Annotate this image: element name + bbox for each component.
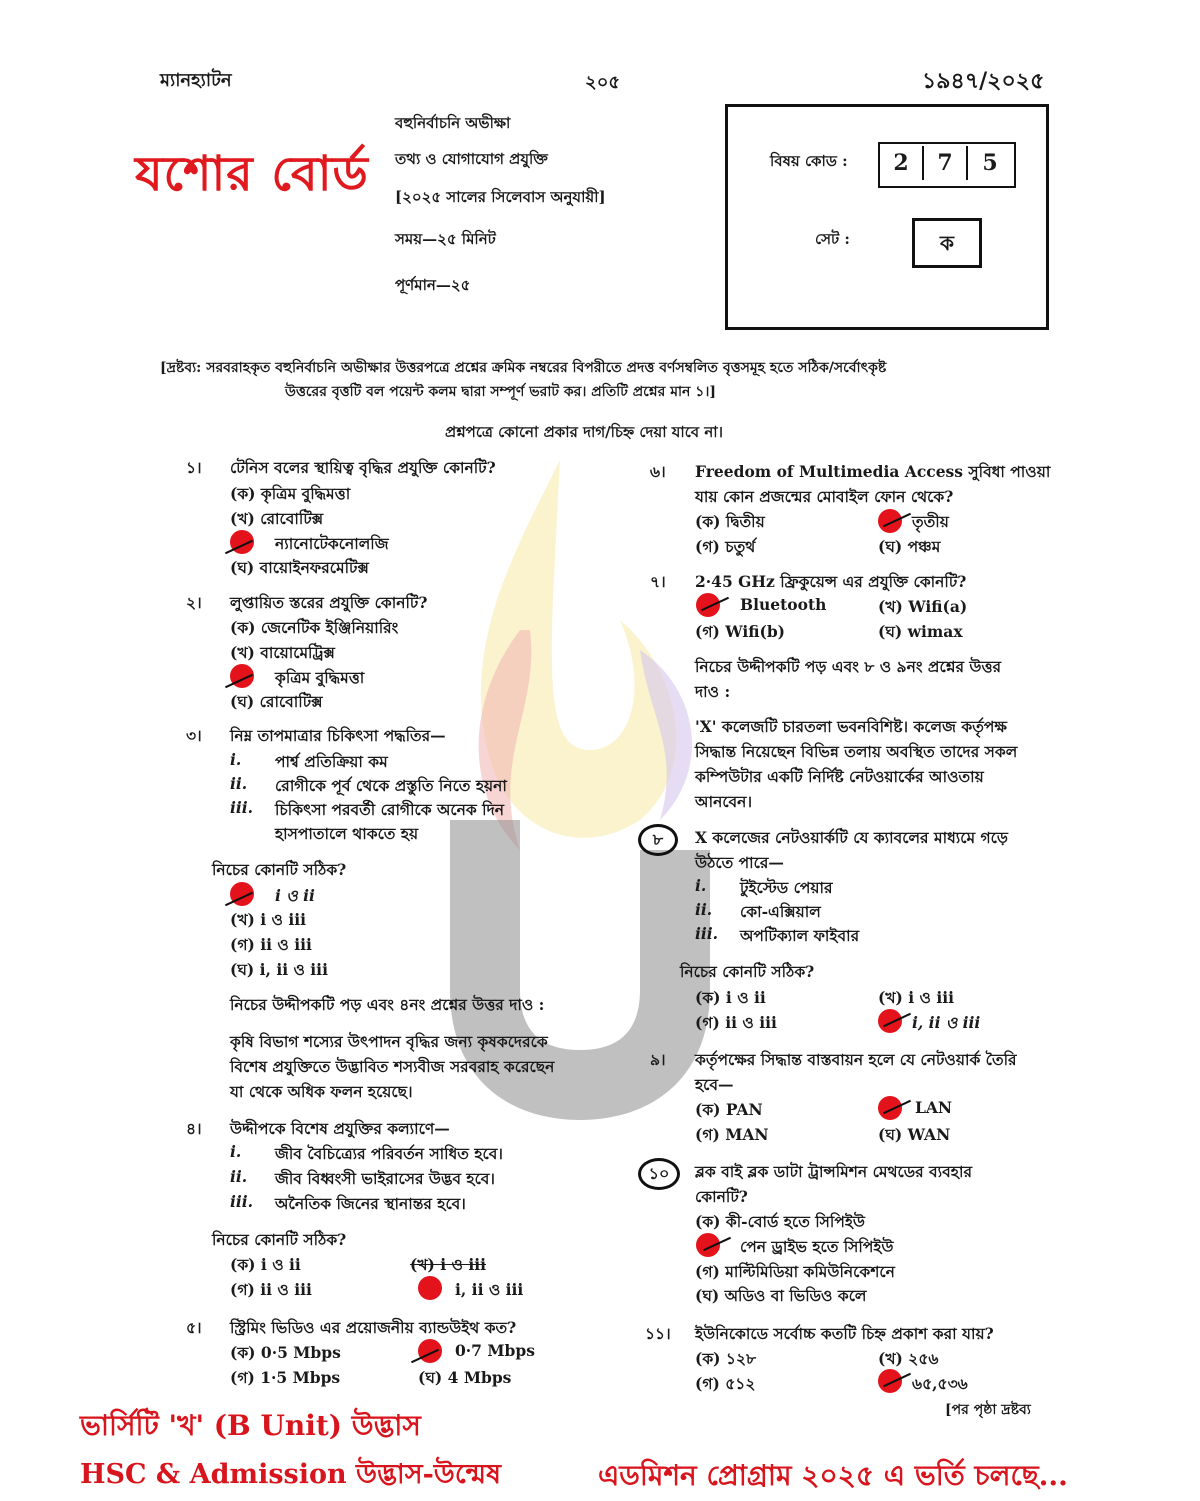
q5-text: স্ট্রিমিং ভিডিও এর প্রয়োজনীয় ব্যান্ডউইথ কত? xyxy=(230,1318,517,1337)
code-digit: 5 xyxy=(982,150,998,176)
instruction-line-2: উত্তরের বৃত্তটি বল পয়েন্ট কলম দ্বারা সম্পূর্ণ ভরাট কর। প্রতিটি প্রশ্নের মান ১।] xyxy=(285,384,716,400)
q7-number: ৭। xyxy=(650,572,666,591)
q5-option-c: (গ) 1·5 Mbps xyxy=(230,1368,341,1387)
stem4-lead: নিচের উদ্দীপকটি পড় এবং ৪নং প্রশ্নের উত্তর দাও : xyxy=(230,995,545,1014)
instruction-line-1: [দ্রষ্টব্য: সরবরাহকৃত বহুনির্বাচনি অভীক্ষার উত্তরপত্রে প্রশ্নের ক্রমিক নম্বরের বিপরীতে প্রদত্ত বর্ণসম্বলিত বৃত্তসমূহ হতে সঠিক/সর্বোৎকৃষ্ট xyxy=(160,360,887,376)
q11-option-d: ৬৫,৫৩৬ xyxy=(912,1374,968,1393)
stem89-lead-2: দাও : xyxy=(695,682,731,701)
q9-text-1: কর্তৃপক্ষের সিদ্ধান্ত বাস্তবায়ন হলে যে নেটওয়ার্ক তৈরি xyxy=(695,1050,1017,1069)
q8-prompt: নিচের কোনটি সঠিক? xyxy=(680,962,815,981)
answer-mark-q5 xyxy=(418,1339,442,1363)
q3-statement-iii-2: হাসপাতালে থাকতে হয় xyxy=(275,824,419,843)
q7-option-c: (গ) Wifi(b) xyxy=(695,622,786,641)
q10-text-2: কোনটি? xyxy=(695,1187,748,1206)
q4-statement-ii: জীব বিধ্বংসী ভাইরাসের উদ্ভব হবে। xyxy=(275,1169,495,1188)
q7-option-b: (খ) Wifi(a) xyxy=(878,597,968,616)
q11-option-b: (খ) ২৫৬ xyxy=(878,1349,939,1368)
q11-number: ১১। xyxy=(645,1324,671,1343)
q3-text: নিম্ন তাপমাত্রার চিকিৎসা পদ্ধতির— xyxy=(230,726,446,745)
q8-option-d: i, ii ও iii xyxy=(912,1013,981,1032)
roman-iii: iii. xyxy=(230,1192,254,1211)
q3-option-c: (গ) ii ও iii xyxy=(230,935,312,954)
set-label: সেট : xyxy=(815,230,850,248)
stem4-line-2: বিশেষ প্রযুক্তিতে উদ্ভাবিত শস্যবীজ সরবরাহ করেছেন xyxy=(230,1057,555,1076)
q4-number: ৪। xyxy=(186,1119,202,1138)
q1-option-c: ন্যানোটেকনোলজি xyxy=(275,534,389,553)
q1-option-b: (খ) রোবোটিক্স xyxy=(230,509,324,528)
q6-number: ৬। xyxy=(650,462,666,481)
q4-option-d: i, ii ও iii xyxy=(455,1280,524,1299)
q10-option-c: (গ) মাল্টিমিডিয়া কমিউনিকেশনে xyxy=(695,1262,895,1281)
q1-number: ১। xyxy=(186,458,202,477)
subject-code-label: বিষয় কোড : xyxy=(770,152,848,170)
code-year: ১৯৪৭/২০২৫ xyxy=(922,68,1045,94)
stem89-line-3: কম্পিউটার একটি নির্দিষ্ট নেটওয়ার্কের আওতায় xyxy=(695,767,984,786)
q4-prompt: নিচের কোনটি সঠিক? xyxy=(212,1230,347,1249)
instruction-line-3: প্রশ্নপত্রে কোনো প্রকার দাগ/চিহ্ন দেয়া যাবে না। xyxy=(445,423,724,441)
q3-statement-ii: রোগীকে পূর্ব থেকে প্রস্তুতি নিতে হয়না xyxy=(275,776,507,795)
stem89-line-4: আনবেন। xyxy=(695,792,752,811)
q11-option-c: (গ) ৫১২ xyxy=(695,1374,756,1393)
footer-varsity: ভার্সিটি 'খ' (B Unit) উদ্ভাস xyxy=(80,1409,421,1442)
q6-option-d: (ঘ) পঞ্চম xyxy=(878,537,941,556)
stem89-line-1: 'X' কলেজটি চারতলা ভবনবিশিষ্ট। কলেজ কর্তৃপক্ষ xyxy=(695,717,1007,736)
q8-text-1: X কলেজের নেটওয়ার্কটি যে ক্যাবলের মাধ্যমে গড়ে xyxy=(695,828,1008,847)
code-digit: 2 xyxy=(880,146,924,180)
q4-option-c: (গ) ii ও iii xyxy=(230,1280,312,1299)
q4-statement-iii: অনৈতিক জিনের স্থানান্তর হবে। xyxy=(275,1194,466,1213)
set-value: ক xyxy=(912,218,982,268)
q8-option-a: (ক) i ও ii xyxy=(695,988,766,1007)
q9-option-c: (গ) MAN xyxy=(695,1125,769,1144)
q3-option-d: (ঘ) i, ii ও iii xyxy=(230,960,328,979)
q10-number: ১০ xyxy=(638,1158,680,1190)
roman-i: i. xyxy=(230,1142,242,1161)
q8-statement-ii: কো-এক্সিয়াল xyxy=(740,902,821,921)
q3-statement-i: পার্শ্ব প্রতিক্রিয়া কম xyxy=(275,752,388,771)
q11-text: ইউনিকোডে সর্বোচ্চ কতটি চিহ্ন প্রকাশ করা যায়? xyxy=(695,1324,994,1343)
q10-option-d: (ঘ) অডিও বা ভিডিও কলে xyxy=(695,1286,867,1305)
q4-statement-i: জীব বৈচিত্র্যের পরিবর্তন সাধিত হবে। xyxy=(275,1144,503,1163)
q8-option-c: (গ) ii ও iii xyxy=(695,1013,777,1032)
exam-marks: পূর্ণমান—২৫ xyxy=(395,276,471,294)
q8-option-b: (খ) i ও iii xyxy=(878,988,954,1007)
q6-option-a: (ক) দ্বিতীয় xyxy=(695,512,765,531)
q9-text-2: হবে— xyxy=(695,1075,734,1094)
q4-option-b: (খ) i ও iii xyxy=(410,1255,486,1274)
roman-ii: ii. xyxy=(230,1167,248,1186)
q9-option-a: (ক) PAN xyxy=(695,1100,763,1119)
q7-option-a: Bluetooth xyxy=(740,595,827,614)
q3-number: ৩। xyxy=(186,726,202,745)
roman-ii: ii. xyxy=(695,900,713,919)
q8-number: ৮ xyxy=(638,824,678,856)
q3-option-a: i ও ii xyxy=(275,886,315,905)
footer-admission: এডমিশন প্রোগ্রাম ২০২৫ এ ভর্তি চলছে... xyxy=(598,1459,1068,1492)
q11-option-a: (ক) ১২৮ xyxy=(695,1349,757,1368)
q4-text: উদ্দীপকে বিশেষ প্রযুক্তির কল্যাণে— xyxy=(230,1119,450,1138)
q3-option-b: (খ) i ও iii xyxy=(230,910,306,929)
board-title: যশোর বোর্ড xyxy=(135,146,369,202)
q4-option-a: (ক) i ও ii xyxy=(230,1255,301,1274)
q1-option-a: (ক) কৃত্রিম বুদ্ধিমত্তা xyxy=(230,484,351,503)
q10-text-1: ব্লক বাই ব্লক ডাটা ট্রান্সমিশন মেথডের ব্যবহার xyxy=(695,1162,972,1181)
stem89-lead-1: নিচের উদ্দীপকটি পড় এবং ৮ ও ৯নং প্রশ্নের উত্তর xyxy=(695,657,1002,676)
code-digit: 7 xyxy=(924,146,968,180)
q2-option-d: (ঘ) রোবোটিক্স xyxy=(230,692,323,711)
q3-prompt: নিচের কোনটি সঠিক? xyxy=(212,860,347,879)
q1-text: টেনিস বলের স্থায়িত্ব বৃদ্ধির প্রযুক্তি কোনটি? xyxy=(230,458,496,477)
q1-option-d: (ঘ) বায়োইনফরমেটিক্স xyxy=(230,558,369,577)
exam-time: সময়—২৫ মিনিট xyxy=(395,230,496,248)
q6-option-c: (গ) চতুর্থ xyxy=(695,537,756,556)
roman-ii: ii. xyxy=(230,774,248,793)
q8-statement-iii: অপটিক্যাল ফাইবার xyxy=(740,926,860,945)
q8-text-2: উঠতে পারে— xyxy=(695,853,784,872)
q5-number: ৫। xyxy=(186,1318,202,1337)
q7-text: 2·45 GHz ফ্রিকুয়েন্স এর প্রযুক্তি কোনটি? xyxy=(695,572,967,591)
q5-option-d: (ঘ) 4 Mbps xyxy=(418,1368,512,1387)
q8-statement-i: টুইস্টেড পেয়ার xyxy=(740,878,833,897)
q5-option-b: 0·7 Mbps xyxy=(455,1341,535,1360)
q9-number: ৯। xyxy=(650,1050,666,1069)
stem89-line-2: সিদ্ধান্ত নিয়েছেন বিভিন্ন তলায় অবস্থিত তাদের সকল xyxy=(695,742,1018,761)
q10-option-a: (ক) কী-বোর্ড হতে সিপিইউ xyxy=(695,1212,865,1231)
q2-number: ২। xyxy=(186,593,202,612)
roman-i: i. xyxy=(230,750,242,769)
page-number: ২০৫ xyxy=(585,72,621,93)
subject-code-box xyxy=(725,104,1049,330)
q6-text-2: যায় কোন প্রজন্মের মোবাইল ফোন থেকে? xyxy=(695,487,954,506)
q9-option-b: LAN xyxy=(915,1098,953,1117)
exam-type: বহুনির্বাচনি অভীক্ষা xyxy=(395,114,511,132)
exam-subject: তথ্য ও যোগাযোগ প্রযুক্তি xyxy=(395,150,548,168)
publisher-name: ম্যানহ্যাটন xyxy=(160,70,232,91)
subject-code-cells xyxy=(878,142,1016,188)
q2-option-c: কৃত্রিম বুদ্ধিমত্তা xyxy=(275,668,365,687)
q2-option-a: (ক) জেনেটিক ইঞ্জিনিয়ারিং xyxy=(230,618,399,637)
q5-option-a: (ক) 0·5 Mbps xyxy=(230,1343,341,1362)
q6-option-b: তৃতীয় xyxy=(912,512,949,531)
q9-option-d: (ঘ) WAN xyxy=(878,1125,951,1144)
q6-text-1: Freedom of Multimedia Access সুবিধা পাওয়া xyxy=(695,462,1051,481)
stem4-line-1: কৃষি বিভাগ শস্যের উৎপাদন বৃদ্ধির জন্য কৃষকদেরকে xyxy=(230,1032,548,1051)
next-page-note: [পর পৃষ্ঠা দ্রষ্টব্য xyxy=(945,1402,1031,1418)
q7-option-d: (ঘ) wimax xyxy=(878,622,963,641)
footer-hsc: HSC & Admission উদ্ভাস-উন্মেষ xyxy=(80,1459,502,1490)
q2-text: লুপ্তায়িত স্তরের প্রযুক্তি কোনটি? xyxy=(230,593,428,612)
stem4-line-3: যা থেকে অধিক ফলন হয়েছে। xyxy=(230,1082,413,1101)
exam-syllabus: [২০২৫ সালের সিলেবাস অনুযায়ী] xyxy=(395,188,606,206)
answer-mark-q4 xyxy=(418,1276,442,1300)
q10-option-b: পেন ড্রাইভ হতে সিপিইউ xyxy=(740,1237,894,1256)
roman-iii: iii. xyxy=(695,924,719,943)
q2-option-b: (খ) বায়োমেট্রিক্স xyxy=(230,643,335,662)
roman-iii: iii. xyxy=(230,798,254,817)
roman-i: i. xyxy=(695,876,707,895)
q3-statement-iii-1: চিকিৎসা পরবর্তী রোগীকে অনেক দিন xyxy=(275,800,504,819)
